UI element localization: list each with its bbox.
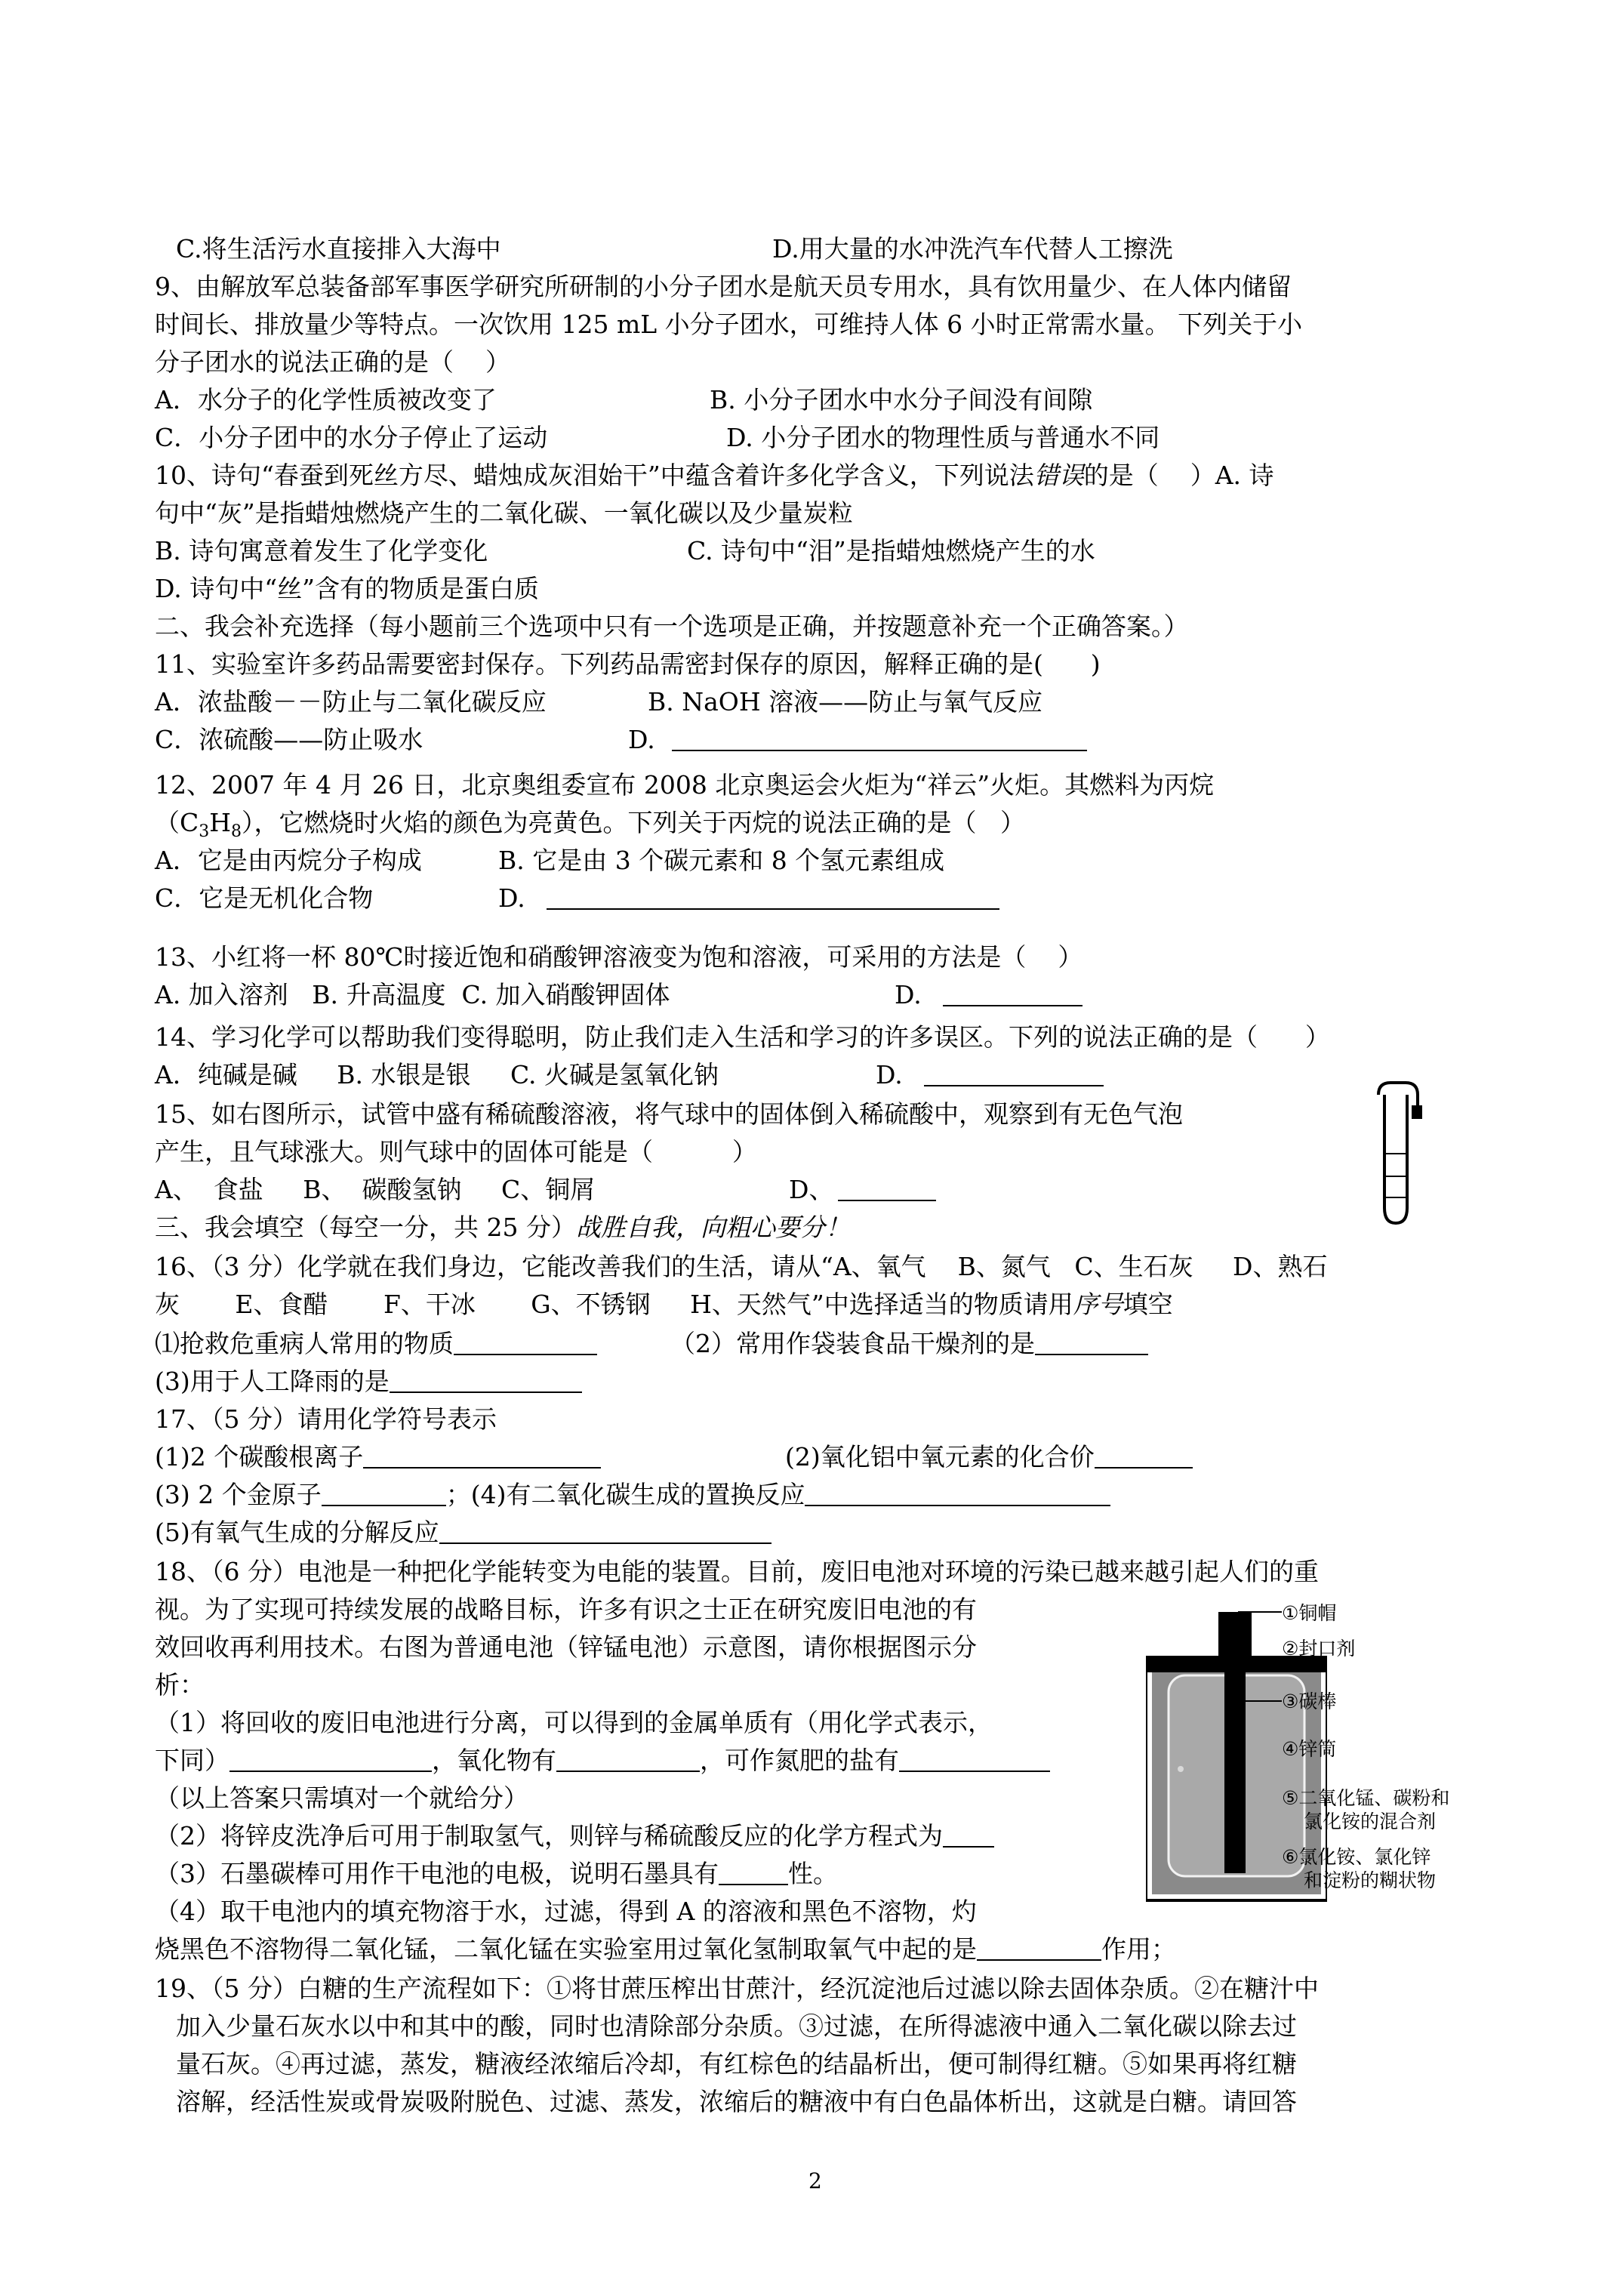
q16-part3 — [155, 1364, 582, 1400]
test-tube — [1384, 1095, 1407, 1223]
q17-part4-blank[interactable] — [805, 1482, 1110, 1506]
q9-option-b: B. 小分子团水中水分子间没有间隙 — [710, 385, 1093, 415]
q18-part2-label: （2）将锌皮洗净后可用于制取氢气，则锌与稀硫酸反应的化学方程式为 — [155, 1821, 943, 1851]
q15-answer-blank[interactable] — [838, 1177, 936, 1201]
q18-part1-prefix: 下同） — [155, 1746, 229, 1775]
q14-option-d — [876, 1057, 1104, 1093]
q11-option-a: A．浓盐酸－－防止与二氧化碳反应 — [155, 687, 547, 717]
figure-label-5b: 氯化铵的混合剂 — [1304, 1811, 1437, 1832]
q18-part2 — [155, 1818, 994, 1854]
figure-label-3: ③碳棒 — [1282, 1690, 1337, 1712]
q13-option-d-label: D. — [895, 980, 922, 1009]
q15-stem-line2: 产生，且气球涨大。则气球中的固体可能是（ ） — [155, 1137, 757, 1166]
q9-stem-line1: 9、由解放军总装备部军事医学研究所研制的小分子团水是航天员专用水，具有饮用量少、在人体内储留 — [155, 272, 1292, 301]
q17-part5-label: (5)有氧气生成的分解反应 — [155, 1518, 439, 1547]
q11-option-d-label: D. — [628, 725, 655, 754]
q16-stem-tail: 填空 — [1123, 1290, 1173, 1319]
q17-part2-blank[interactable] — [1095, 1444, 1193, 1469]
figure-label-4: ④锌筒 — [1282, 1738, 1337, 1760]
q12-option-b: B. 它是由 3 个碳元素和 8 个氢元素组成 — [498, 846, 945, 875]
q16-part1-label: ⑴抢救危重病人常用的物质 — [155, 1329, 454, 1358]
q18-role-blank[interactable] — [977, 1937, 1101, 1961]
q15-options: A、 食盐 B、 碳酸氢钠 C、铜屑 — [155, 1175, 596, 1204]
q12-option-d-label: D. — [498, 883, 525, 913]
q12-formula-sub2: 8 — [231, 822, 242, 841]
q17-part5-blank[interactable] — [439, 1520, 771, 1544]
q16-part1-blank[interactable] — [454, 1331, 597, 1355]
q16-part2-label: （2）常用作袋装食品干燥剂的是 — [670, 1329, 1035, 1358]
figure-label-5a: ⑤二氧化锰、碳粉和 — [1282, 1787, 1450, 1809]
q16-stem-line1: 16、（3 分）化学就在我们身边，它能改善我们的生活，请从“A、氧气 B、氮气 C、生石灰 D、熟石 — [155, 1252, 1328, 1281]
test-tube-balloon-figure — [1372, 1078, 1425, 1229]
q14-answer-blank[interactable] — [924, 1062, 1104, 1086]
q18-part4-line1: （4）取干电池内的填充物溶于水，过滤，得到 A 的溶液和黑色不溶物，灼 — [155, 1897, 977, 1926]
q16-emphasis: 序号 — [1073, 1290, 1123, 1319]
q10-stem-tail: 的是（ ）A. 诗 — [1083, 461, 1274, 490]
q18-oxide-label: ，氧化物有 — [432, 1746, 556, 1775]
q18-part4-line2 — [155, 1931, 1176, 1968]
q18-equation-blank[interactable] — [943, 1823, 994, 1848]
q8-option-c: C.将生活污水直接排入大海中 — [176, 234, 501, 264]
q16-part3-blank[interactable] — [390, 1369, 582, 1393]
q8-option-d: D.用大量的水冲洗汽车代替人工擦洗 — [772, 234, 1173, 264]
q12-stem-line1: 12、2007 年 4 月 26 日，北京奥组委宣布 2008 北京奥运会火炬为“祥云”火炬。其燃料为丙烷 — [155, 770, 1215, 800]
q19-stem-line2: 加入少量石灰水以中和其中的酸，同时也清除部分杂质。③过滤，在所得滤液中通入二氧化碳以除去过 — [176, 2011, 1297, 2041]
q12-formula-sub1: 3 — [199, 822, 210, 841]
q18-part4-tail: 作用； — [1101, 1934, 1176, 1964]
q9-option-c: C．小分子团中的水分子停止了运动 — [155, 423, 548, 452]
q15-option-d-label: D、 — [789, 1175, 834, 1204]
q11-option-c: C．浓硫酸——防止吸水 — [155, 725, 423, 754]
figure-label-6b: 和淀粉的糊状物 — [1304, 1869, 1437, 1891]
q11-option-b: B. NaOH 溶液——防止与氧气反应 — [648, 687, 1043, 717]
q13-option-d — [895, 977, 1083, 1013]
section2-heading: 二、我会补充选择（每小题前三个选项中只有一个选项是正确，并按题意补充一个正确答案。） — [155, 612, 1189, 641]
q18-stem-line2: 视。为了实现可持续发展的战略目标，许多有识之士正在研究废旧电池的有 — [155, 1595, 977, 1624]
q10-option-d: D. 诗句中“丝”含有的物质是蛋白质 — [155, 574, 540, 603]
q12-option-a: A．它是由丙烷分子构成 — [155, 846, 422, 875]
q12-answer-blank[interactable] — [547, 886, 999, 910]
figure-label-1: ①铜帽 — [1282, 1602, 1337, 1624]
q18-part1-line1: （1）将回收的废旧电池进行分离，可以得到的金属单质有（用化学式表示， — [155, 1708, 993, 1737]
q13-answer-blank[interactable] — [943, 982, 1083, 1006]
q19-stem-line3: 量石灰。④再过滤，蒸发，糖液经浓缩后冷却，有红棕色的结晶析出，便可制得红糖。⑤如果再将红糖 — [176, 2049, 1297, 2079]
q17-part2 — [785, 1439, 1193, 1475]
q19-stem-line4: 溶解，经活性炭或骨炭吸附脱色、过滤、蒸发，浓缩后的糖液中有白色晶体析出，这就是白糖。请回答 — [176, 2087, 1297, 2116]
q14-options: A．纯碱是碱 B. 水银是银 C. 火碱是氢氧化钠 — [155, 1060, 719, 1089]
figure-label-6a: ⑥氯化铵、氯化锌 — [1282, 1846, 1431, 1868]
q11-option-d — [628, 722, 1087, 758]
q13-stem: 13、小红将一杯 80℃时接近饱和硝酸钾溶液变为饱和溶液，可采用的方法是（ ） — [155, 942, 1083, 972]
q18-salt-label: ，可作氮肥的盐有 — [700, 1746, 899, 1775]
q14-option-d-label: D. — [876, 1060, 903, 1089]
q10-stem-line1 — [155, 458, 1274, 494]
q10-stem-text: 10、诗句“春蚕到死丝方尽、蜡烛成灰泪始干”中蕴含着许多化学含义，下列说法 — [155, 461, 1034, 490]
section3-title: 三、我会填空（每空一分，共 25 分） — [155, 1213, 576, 1242]
q17-stem: 17、（5 分）请用化学符号表示 — [155, 1404, 497, 1434]
q10-option-c: C. 诗句中“泪”是指蜡烛燃烧产生的水 — [687, 536, 1095, 566]
q15-option-d — [789, 1172, 936, 1208]
q11-stem: 11、实验室许多药品需要密封保存。下列药品需密封保存的原因，解释正确的是( ) — [155, 649, 1101, 679]
q17-part4-label: ；(4)有二氧化碳生成的置换反应 — [445, 1480, 805, 1509]
section3-heading — [155, 1210, 850, 1246]
q12-formula-start: （C — [155, 808, 199, 837]
q19-stem-line1: 19、（5 分）白糖的生产流程如下：①将甘蔗压榨出甘蔗汁，经沉淀池后过滤以除去固体杂质。②在糖汁中 — [155, 1974, 1319, 2003]
q16-part2 — [670, 1326, 1148, 1362]
q17-part2-label: (2)氧化铝中氧元素的化合价 — [785, 1442, 1095, 1472]
q12-stem-tail: ），它燃烧时火焰的颜色为亮黄色。下列关于丙烷的说法正确的是（ ） — [242, 808, 1026, 837]
balloon-solid — [1412, 1105, 1422, 1119]
q17-part1-blank[interactable] — [363, 1444, 601, 1469]
q10-stem-line2: 句中“灰”是指蜡烛燃烧产生的二氧化碳、一氧化碳以及少量炭粒 — [155, 498, 853, 528]
q16-part3-label: (3)用于人工降雨的是 — [155, 1367, 390, 1396]
q10-emphasis: 错误 — [1033, 461, 1084, 490]
q16-stem-line2 — [155, 1287, 1173, 1323]
q18-part1-line2 — [155, 1743, 1050, 1779]
q11-answer-blank[interactable] — [672, 727, 1087, 751]
q9-stem-line2: 时间长、排放量少等特点。一次饮用 125 mL 小分子团水，可维持人体 6 小时正常需水量。 下列关于小 — [155, 310, 1303, 339]
q17-part3-blank[interactable] — [322, 1482, 446, 1506]
q17-part1-label: (1)2 个碳酸根离子 — [155, 1442, 364, 1472]
q18-part3-tail: 性。 — [788, 1859, 838, 1888]
q9-option-d: D. 小分子团水的物理性质与普通水不同 — [726, 423, 1160, 452]
q10-option-b: B. 诗句寓意着发生了化学变化 — [155, 536, 488, 566]
q18-part4-label: 烧黑色不溶物得二氧化锰，二氧化锰在实验室用过氧化氢制取氧气中起的是 — [155, 1934, 977, 1964]
page-number: 2 — [808, 2168, 822, 2193]
q18-part3 — [155, 1856, 838, 1892]
q17-part3-label: (3) 2 个金原子 — [155, 1480, 322, 1509]
q18-stem-line4: 析： — [155, 1670, 205, 1700]
q15-stem-line1: 15、如右图所示，试管中盛有稀硫酸溶液，将气球中的固体倒入稀硫酸中，观察到有无色气泡 — [155, 1099, 1183, 1129]
section3-motto: 战胜自我，向粗心要分！ — [575, 1213, 850, 1242]
q17-part1 — [155, 1439, 601, 1475]
q18-salt-blank[interactable] — [899, 1748, 1050, 1772]
q18-part3-label: （3）石墨碳棒可用作干电池的电极，说明石墨具有 — [155, 1859, 719, 1888]
q9-stem-line3: 分子团水的说法正确的是（ ） — [155, 347, 510, 377]
q18-stem-line3: 效回收再利用技术。右图为普通电池（锌锰电池）示意图，请你根据图示分 — [155, 1632, 977, 1662]
q13-options: A. 加入溶剂 B. 升高温度 C. 加入硝酸钾固体 — [155, 980, 670, 1009]
battery-leader-lines — [1146, 1597, 1282, 1899]
q18-metal-blank[interactable] — [229, 1748, 432, 1772]
q18-stem-line1: 18、（6 分）电池是一种把化学能转变为电能的装置。目前，废旧电池对环境的污染已越来越引起人们的重 — [155, 1557, 1319, 1586]
q9-option-a: A．水分子的化学性质被改变了 — [155, 385, 497, 415]
q18-part1-note: （以上答案只需填对一个就给分） — [155, 1783, 528, 1813]
q14-stem: 14、学习化学可以帮助我们变得聪明，防止我们走入生活和学习的许多误区。下列的说法正确的是（ ） — [155, 1022, 1330, 1052]
q17-part3 — [155, 1477, 1110, 1513]
q18-oxide-blank[interactable] — [556, 1748, 700, 1772]
q12-option-c: C．它是无机化合物 — [155, 883, 374, 913]
q12-formula-h: H — [209, 808, 232, 837]
q12-option-d — [498, 880, 999, 917]
figure-label-2: ②封口剂 — [1282, 1638, 1356, 1660]
q16-part1 — [155, 1326, 597, 1362]
q18-property-blank[interactable] — [719, 1861, 788, 1885]
q16-part2-blank[interactable] — [1035, 1331, 1148, 1355]
q16-choices: 灰 E、食醋 F、干冰 G、不锈钢 H、天然气”中选择适当的物质请用 — [155, 1290, 1073, 1319]
q17-part5 — [155, 1515, 771, 1551]
